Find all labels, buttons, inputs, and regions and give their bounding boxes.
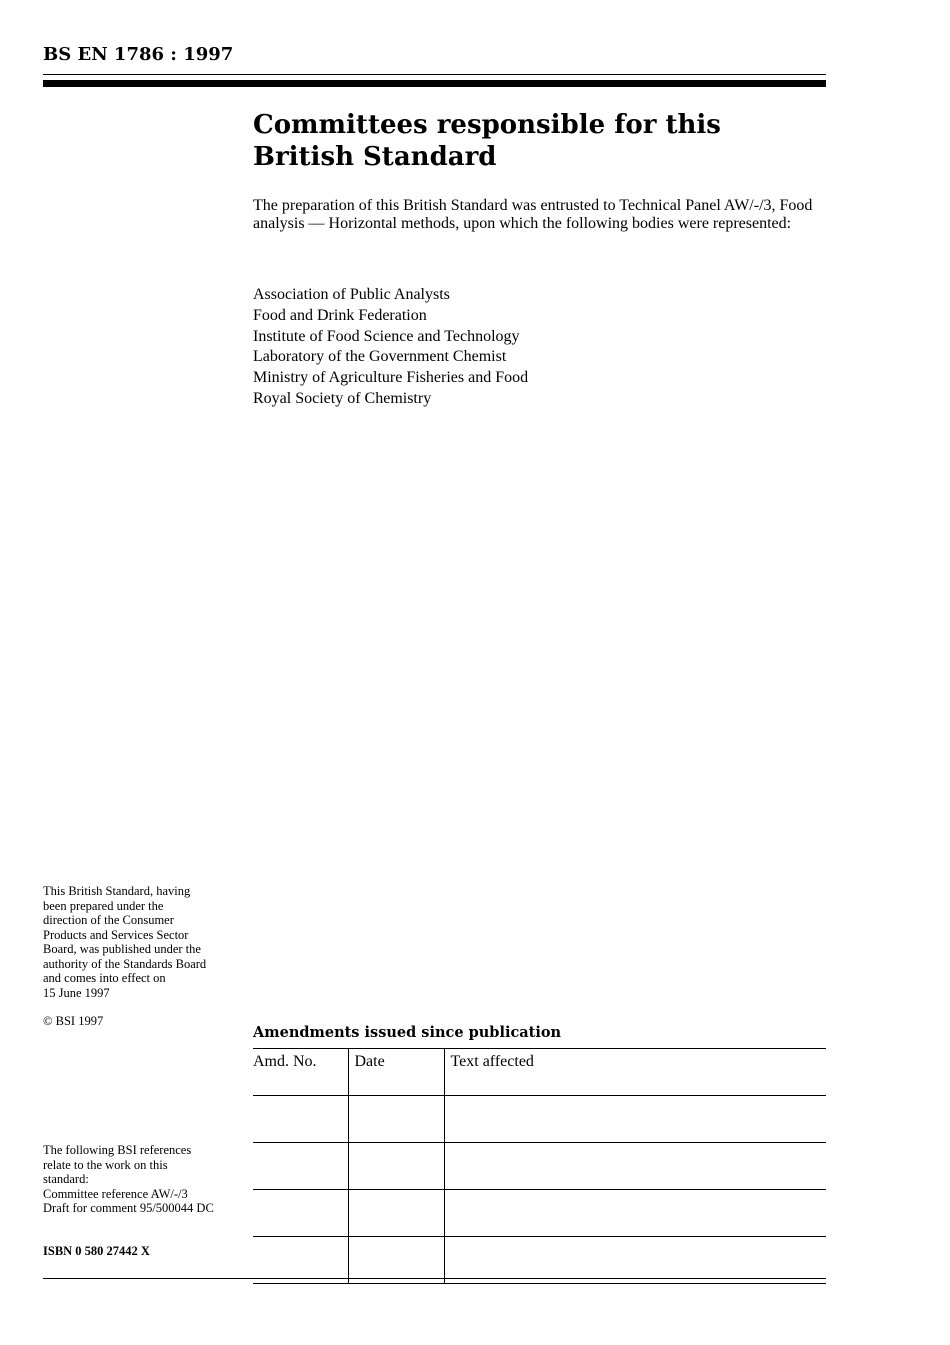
note-line: direction of the Consumer — [43, 913, 174, 927]
reference-line: Draft for comment 95/500044 DC — [43, 1201, 214, 1215]
table-cell — [348, 1190, 444, 1237]
list-item: Ministry of Agriculture Fisheries and Food — [253, 369, 529, 387]
reference-line: The following BSI references — [43, 1143, 192, 1157]
note-line: authority of the Standards Board — [43, 956, 207, 971]
list-item: Institute of Food Science and Technology — [253, 327, 520, 345]
bsi-references — [43, 1143, 243, 1216]
column-header-amd-no: Amd. No. — [253, 1049, 348, 1096]
page-title — [253, 109, 823, 173]
note-line: Board, was published under the — [43, 942, 201, 956]
amendments-table — [253, 1048, 826, 1284]
amendments-title: Amendments issued since publication — [253, 1024, 562, 1041]
note-line: This British Standard, having — [43, 884, 191, 898]
table-cell — [348, 1096, 444, 1143]
table-cell — [348, 1143, 444, 1190]
list-item: Royal Society of Chemistry — [253, 389, 432, 407]
reference-line: standard: — [43, 1172, 89, 1186]
note-line: been prepared under the — [43, 898, 164, 913]
table-row — [253, 1096, 826, 1143]
note-line: and comes into effect on — [43, 971, 166, 985]
table-cell — [444, 1143, 826, 1190]
note-line: Products and Services Sector — [43, 927, 189, 942]
list-item: Association of Public Analysts — [253, 286, 450, 303]
column-header-date: Date — [348, 1049, 444, 1096]
reference-line: relate to the work on this — [43, 1157, 168, 1172]
list-item: Food and Drink Federation — [253, 306, 427, 324]
header-rule-thin — [43, 74, 826, 75]
reference-line: Committee reference AW/-/3 — [43, 1186, 188, 1201]
copyright: © BSI 1997 — [43, 1014, 104, 1028]
note-line: 15 June 1997 — [43, 985, 110, 1000]
table-cell — [253, 1237, 348, 1284]
represented-bodies-list — [253, 285, 528, 410]
title-line-1: Committees responsible for this — [253, 110, 721, 140]
table-cell — [444, 1190, 826, 1237]
title-line-2: British Standard — [253, 142, 497, 172]
isbn: ISBN 0 580 27442 X — [43, 1244, 150, 1258]
publication-note — [43, 884, 243, 1000]
table-row — [253, 1143, 826, 1190]
table-cell — [444, 1096, 826, 1143]
header-rule-thick — [43, 80, 826, 87]
list-item: Laboratory of the Government Chemist — [253, 348, 507, 366]
table-cell — [348, 1237, 444, 1284]
footer-rule — [43, 1278, 826, 1279]
column-header-text-affected: Text affected — [444, 1049, 826, 1096]
intro-paragraph: The preparation of this British Standard was entrusted to Technical Panel AW/-/3, Food analysis — Horizontal methods, upon which the following bodies were represented: — [253, 197, 813, 232]
table-row — [253, 1190, 826, 1237]
table-cell — [253, 1143, 348, 1190]
table-cell — [253, 1096, 348, 1143]
table-cell — [444, 1237, 826, 1284]
standard-code: BS EN 1786 : 1997 — [43, 44, 234, 65]
table-row — [253, 1237, 826, 1284]
table-cell — [253, 1190, 348, 1237]
table-header-row — [253, 1049, 826, 1096]
